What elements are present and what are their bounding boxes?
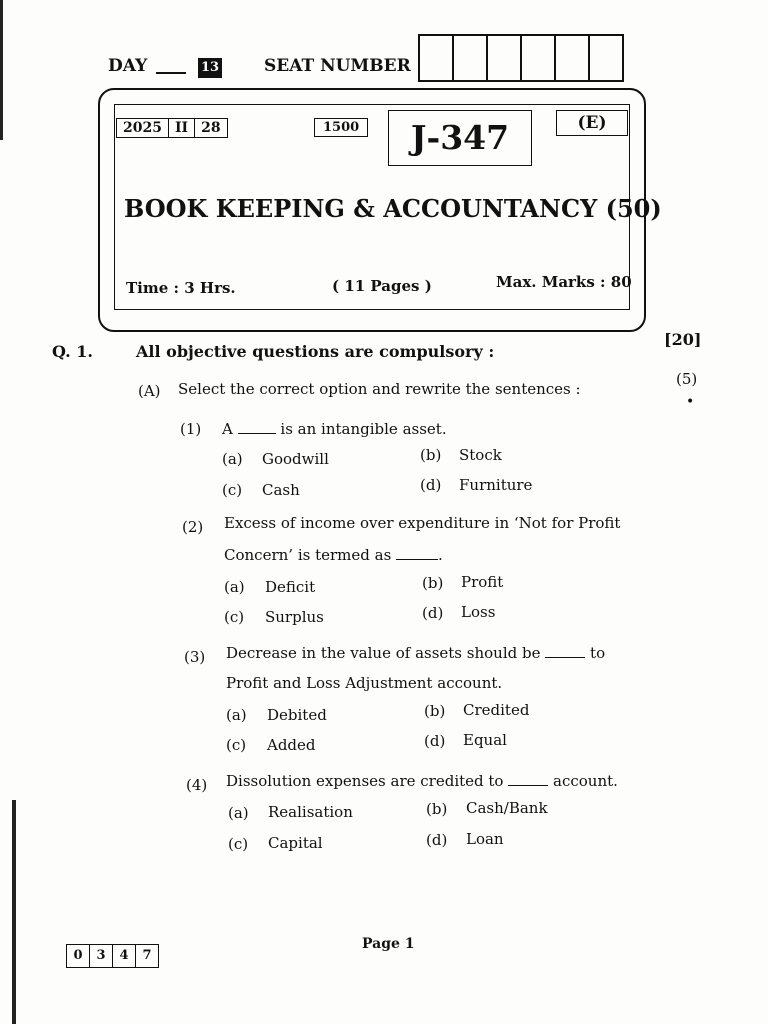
option-key: (c) xyxy=(224,608,245,626)
question-number: Q. 1. xyxy=(52,342,93,361)
code-digit: 3 xyxy=(90,945,113,967)
option-text: Furniture xyxy=(459,476,533,494)
code-month: II xyxy=(169,119,195,137)
option-key: (b) xyxy=(426,800,448,818)
option-text: Credited xyxy=(463,701,530,719)
option-text: Deficit xyxy=(265,578,316,596)
item-text-line1: Decrease in the value of assets should be to xyxy=(226,644,606,662)
option-key: (a) xyxy=(228,804,249,822)
seat-digit-box xyxy=(488,36,522,80)
option-text: Cash/Bank xyxy=(466,799,548,817)
option-text: Loan xyxy=(466,830,504,848)
code-digit: 4 xyxy=(113,945,136,967)
option-key: (b) xyxy=(422,574,444,592)
option-text: Stock xyxy=(459,446,502,464)
item-number: (3) xyxy=(184,648,206,666)
day-label: DAY xyxy=(108,56,148,76)
item-number: (4) xyxy=(186,776,208,794)
option-text: Capital xyxy=(268,834,323,852)
question-title: All objective questions are compulsory : xyxy=(136,342,495,361)
option-key: (b) xyxy=(420,446,442,464)
seat-digit-box xyxy=(420,36,454,80)
item-text-line1: Excess of income over expenditure in ‘Not for Profit xyxy=(224,514,621,532)
seat-digit-box xyxy=(522,36,556,80)
option-text: Profit xyxy=(461,573,504,591)
option-text: Loss xyxy=(461,603,496,621)
page-count: ( 11 Pages ) xyxy=(332,277,432,295)
item-text: Dissolution expenses are credited to account. xyxy=(226,772,618,790)
answer-blank xyxy=(396,558,438,560)
answer-blank xyxy=(545,656,585,658)
section-letter: (A) xyxy=(138,382,161,400)
option-text: Goodwill xyxy=(262,450,329,468)
stray-dot: • xyxy=(686,394,695,410)
item-number: (1) xyxy=(180,420,202,438)
paper-code: J-347 xyxy=(388,110,532,166)
code-digit: 0 xyxy=(67,945,90,967)
paper-code-footer xyxy=(66,944,159,968)
option-text: Surplus xyxy=(265,608,324,626)
max-marks: Max. Marks : 80 xyxy=(496,273,632,291)
scan-edge-mark xyxy=(12,800,16,1024)
item-text-line2: Concern’ is termed as . xyxy=(224,546,443,564)
option-text: Realisation xyxy=(268,803,353,821)
option-key: (c) xyxy=(226,736,247,754)
code-day: 28 xyxy=(201,120,221,136)
seat-number-boxes xyxy=(418,34,624,82)
seat-digit-box xyxy=(454,36,488,80)
paper-count: 1500 xyxy=(314,118,368,137)
scan-edge-mark xyxy=(0,0,3,140)
option-key: (c) xyxy=(228,835,249,853)
code-digit: 7 xyxy=(142,948,152,963)
option-key: (b) xyxy=(424,702,446,720)
option-key: (d) xyxy=(422,604,444,622)
day-number: 13 xyxy=(198,58,222,78)
option-key: (d) xyxy=(420,476,442,494)
subject-title: BOOK KEEPING & ACCOUNTANCY (50) xyxy=(124,194,662,223)
seat-digit-box xyxy=(556,36,590,80)
time-allowed: Time : 3 Hrs. xyxy=(126,279,236,297)
section-instruction: Select the correct option and rewrite the sentences : xyxy=(178,380,581,398)
option-key: (d) xyxy=(424,732,446,750)
page-number: Page 1 xyxy=(362,936,415,952)
section-marks: (5) xyxy=(676,370,698,388)
seat-number-label: SEAT NUMBER xyxy=(264,56,411,76)
question-marks: [20] xyxy=(664,330,702,349)
code-year: 2025 xyxy=(117,119,169,137)
option-text: Debited xyxy=(267,706,327,724)
answer-blank xyxy=(508,784,548,786)
option-key: (a) xyxy=(224,578,245,596)
item-number: (2) xyxy=(182,518,204,536)
option-text: Cash xyxy=(262,481,300,499)
option-key: (d) xyxy=(426,831,448,849)
option-text: Added xyxy=(267,736,316,754)
option-key: (a) xyxy=(226,706,247,724)
option-key: (a) xyxy=(222,450,243,468)
seat-digit-box xyxy=(590,36,622,80)
day-dash xyxy=(156,72,186,74)
exam-date-code xyxy=(116,118,228,138)
item-text-line2: Profit and Loss Adjustment account. xyxy=(226,674,503,692)
option-key: (c) xyxy=(222,481,243,499)
item-text: A is an intangible asset. xyxy=(222,420,447,438)
language-code: (E) xyxy=(556,110,628,136)
answer-blank xyxy=(238,432,276,434)
option-text: Equal xyxy=(463,731,507,749)
